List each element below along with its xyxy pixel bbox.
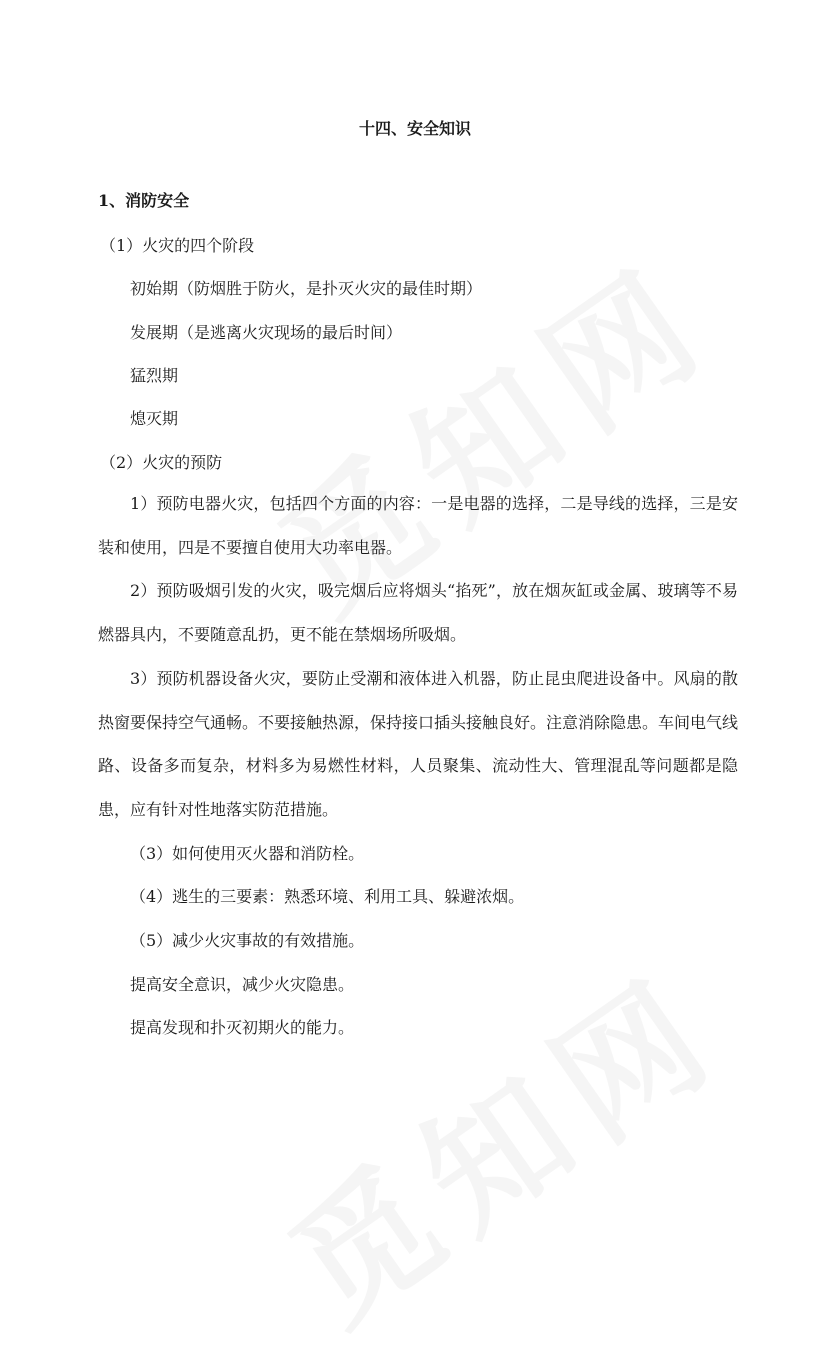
list-item: 发展期（是逃离火灾现场的最后时间） bbox=[130, 323, 403, 342]
list-item: 提高安全意识，减少火灾隐患。 bbox=[130, 975, 355, 994]
paragraph: 2）预防吸烟引发的火灾，吸完烟后应将烟头“掐死”，放在烟灰缸或金属、玻璃等不易燃器具内，不要随意乱扔，更不能在禁烟场所吸烟。 bbox=[98, 581, 738, 644]
list-item: 熄灭期 bbox=[130, 409, 179, 428]
list-item: 提高发现和扑灭初期火的能力。 bbox=[130, 1018, 355, 1037]
list-item: （2）火灾的预防 bbox=[100, 453, 223, 472]
list-item: （3）如何使用灭火器和消防栓。 bbox=[130, 844, 365, 863]
paragraph: 1）预防电器火灾，包括四个方面的内容：一是电器的选择，二是导线的选择，三是安装和使用，四是不要擅自使用大功率电器。 bbox=[98, 494, 738, 557]
paragraph: 3）预防机器设备火灾，要防止受潮和液体进入机器，防止昆虫爬进设备中。风扇的散热窗要保持空气通畅。不要接触热源，保持接口插头接触良好。注意消除隐患。车间电气线路、设备多而复杂，材料多为易燃性材料，人员聚集、流动性大、管理混乱等问题都是隐患，应有针对性地落实防范措施。 bbox=[98, 669, 739, 819]
section-heading: 1、消防安全 bbox=[98, 191, 190, 210]
list-item: （5）减少火灾事故的有效措施。 bbox=[130, 931, 365, 950]
list-item: （1）火灾的四个阶段 bbox=[100, 236, 255, 255]
list-item: 猛烈期 bbox=[130, 366, 179, 385]
list-item: （4）逃生的三要素：熟悉环境、利用工具、躲避浓烟。 bbox=[130, 887, 525, 906]
list-item: 初始期（防烟胜于防火，是扑灭火灾的最佳时期） bbox=[130, 279, 483, 298]
page-title: 十四、安全知识 bbox=[358, 119, 471, 138]
